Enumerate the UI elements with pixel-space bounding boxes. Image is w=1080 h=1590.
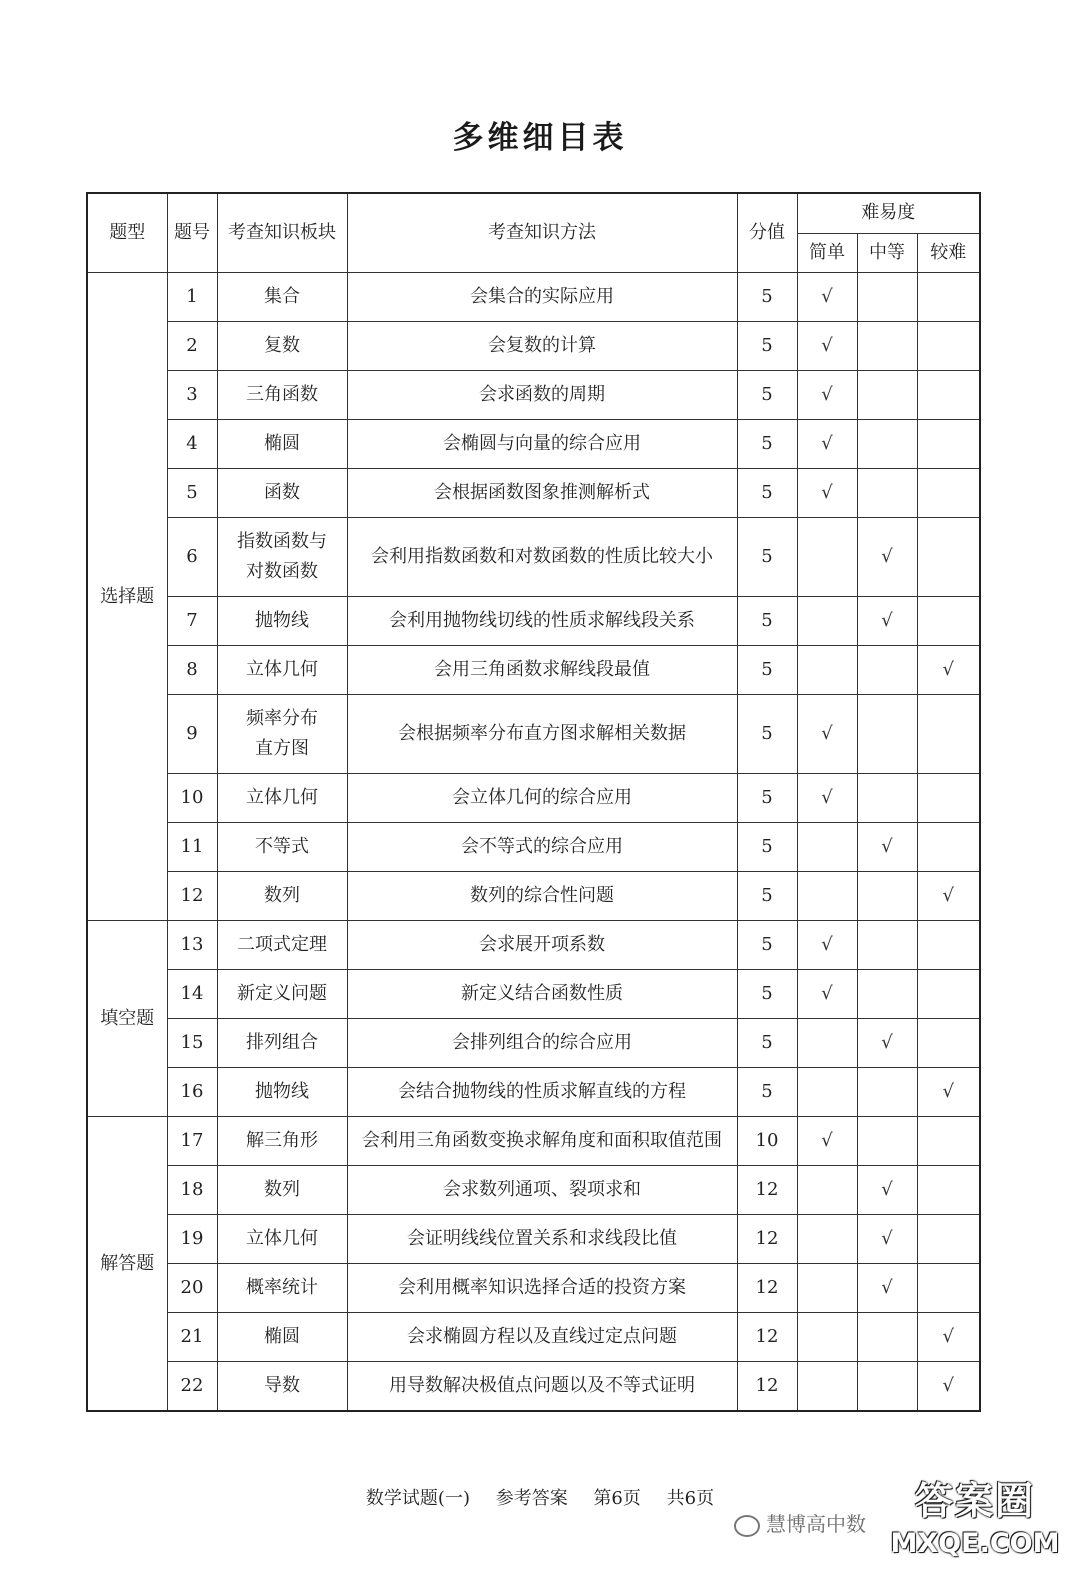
knowledge-block-cell: 排列组合 <box>217 1019 347 1068</box>
table-row <box>87 695 980 774</box>
difficulty-hard-cell <box>917 518 980 597</box>
score-cell: 5 <box>737 774 797 823</box>
difficulty-easy-cell <box>797 872 857 921</box>
difficulty-medium-cell <box>857 646 917 695</box>
difficulty-easy-cell: √ <box>797 371 857 420</box>
difficulty-easy-cell <box>797 518 857 597</box>
question-number-cell: 18 <box>167 1166 217 1215</box>
difficulty-easy-cell <box>797 1215 857 1264</box>
difficulty-medium-cell <box>857 872 917 921</box>
question-number-cell: 5 <box>167 469 217 518</box>
header-score: 分值 <box>737 193 797 273</box>
difficulty-easy-cell: √ <box>797 970 857 1019</box>
difficulty-easy-cell <box>797 823 857 872</box>
question-number-cell: 9 <box>167 695 217 774</box>
table-row <box>87 1362 980 1412</box>
knowledge-method-cell: 会证明线线位置关系和求线段比值 <box>347 1215 737 1264</box>
score-cell: 5 <box>737 1068 797 1117</box>
difficulty-medium-cell: √ <box>857 823 917 872</box>
footer-total: 共6页 <box>666 1488 715 1509</box>
difficulty-medium-cell <box>857 1362 917 1412</box>
table-row <box>87 371 980 420</box>
knowledge-block-cell: 函数 <box>217 469 347 518</box>
knowledge-block-cell: 复数 <box>217 322 347 371</box>
score-cell: 12 <box>737 1166 797 1215</box>
question-number-cell: 21 <box>167 1313 217 1362</box>
header-difficulty: 难易度 <box>797 193 980 233</box>
table-row <box>87 872 980 921</box>
table-row <box>87 322 980 371</box>
footer-page: 第6页 <box>593 1488 641 1509</box>
knowledge-method-cell: 会结合抛物线的性质求解直线的方程 <box>347 1068 737 1117</box>
header-method: 考查知识方法 <box>347 193 737 273</box>
question-number-cell: 3 <box>167 371 217 420</box>
table-row <box>87 970 980 1019</box>
wechat-source <box>734 1508 866 1537</box>
watermark-top: 答案圈 <box>914 1479 1035 1523</box>
knowledge-block-cell: 频率分布 直方图 <box>217 695 347 774</box>
difficulty-hard-cell <box>917 921 980 970</box>
knowledge-block-cell: 二项式定理 <box>217 921 347 970</box>
score-cell: 5 <box>737 695 797 774</box>
difficulty-easy-cell: √ <box>797 322 857 371</box>
knowledge-block-cell: 立体几何 <box>217 774 347 823</box>
table-row <box>87 1215 980 1264</box>
difficulty-medium-cell: √ <box>857 1264 917 1313</box>
score-cell: 5 <box>737 646 797 695</box>
knowledge-method-cell: 会求椭圆方程以及直线过定点问题 <box>347 1313 737 1362</box>
difficulty-easy-cell: √ <box>797 921 857 970</box>
difficulty-hard-cell <box>917 1166 980 1215</box>
knowledge-method-cell: 会复数的计算 <box>347 322 737 371</box>
difficulty-medium-cell: √ <box>857 597 917 646</box>
knowledge-method-cell: 会用三角函数求解线段最值 <box>347 646 737 695</box>
header-easy: 简单 <box>797 233 857 273</box>
difficulty-medium-cell <box>857 322 917 371</box>
difficulty-easy-cell: √ <box>797 774 857 823</box>
knowledge-block-cell: 抛物线 <box>217 597 347 646</box>
question-type-cell: 解答题 <box>87 1117 167 1412</box>
score-cell: 5 <box>737 1019 797 1068</box>
watermark-bottom: MXQE.COM <box>890 1528 1060 1559</box>
difficulty-medium-cell: √ <box>857 1215 917 1264</box>
difficulty-hard-cell <box>917 823 980 872</box>
score-cell: 10 <box>737 1117 797 1166</box>
score-cell: 5 <box>737 469 797 518</box>
knowledge-block-cell: 抛物线 <box>217 1068 347 1117</box>
header-hard: 较难 <box>917 233 980 273</box>
knowledge-method-cell: 会集合的实际应用 <box>347 273 737 322</box>
difficulty-hard-cell: √ <box>917 1362 980 1412</box>
score-cell: 12 <box>737 1313 797 1362</box>
question-number-cell: 8 <box>167 646 217 695</box>
knowledge-method-cell: 会求数列通项、裂项求和 <box>347 1166 737 1215</box>
header-type: 题型 <box>87 193 167 273</box>
header-block: 考查知识板块 <box>217 193 347 273</box>
knowledge-method-cell: 会排列组合的综合应用 <box>347 1019 737 1068</box>
knowledge-block-cell: 三角函数 <box>217 371 347 420</box>
knowledge-method-cell: 会利用指数函数和对数函数的性质比较大小 <box>347 518 737 597</box>
table-row <box>87 1166 980 1215</box>
difficulty-hard-cell: √ <box>917 646 980 695</box>
knowledge-block-cell: 集合 <box>217 273 347 322</box>
question-number-cell: 7 <box>167 597 217 646</box>
difficulty-medium-cell: √ <box>857 1166 917 1215</box>
difficulty-hard-cell <box>917 970 980 1019</box>
difficulty-easy-cell <box>797 1313 857 1362</box>
table-row <box>87 597 980 646</box>
score-cell: 12 <box>737 1215 797 1264</box>
knowledge-method-cell: 会根据频率分布直方图求解相关数据 <box>347 695 737 774</box>
knowledge-block-cell: 指数函数与 对数函数 <box>217 518 347 597</box>
difficulty-medium-cell <box>857 1117 917 1166</box>
knowledge-method-cell: 数列的综合性问题 <box>347 872 737 921</box>
difficulty-medium-cell <box>857 420 917 469</box>
knowledge-method-cell: 会根据函数图象推测解析式 <box>347 469 737 518</box>
score-cell: 5 <box>737 921 797 970</box>
table-row <box>87 646 980 695</box>
score-cell: 5 <box>737 518 797 597</box>
difficulty-easy-cell <box>797 1362 857 1412</box>
question-number-cell: 20 <box>167 1264 217 1313</box>
knowledge-method-cell: 会求展开项系数 <box>347 921 737 970</box>
knowledge-block-cell: 数列 <box>217 1166 347 1215</box>
score-cell: 5 <box>737 872 797 921</box>
difficulty-hard-cell <box>917 695 980 774</box>
question-number-cell: 13 <box>167 921 217 970</box>
difficulty-medium-cell: √ <box>857 518 917 597</box>
table-row <box>87 518 980 597</box>
page-title: 多维细目表 <box>452 120 628 156</box>
difficulty-easy-cell: √ <box>797 273 857 322</box>
knowledge-block-cell: 解三角形 <box>217 1117 347 1166</box>
table-row <box>87 921 980 970</box>
question-number-cell: 10 <box>167 774 217 823</box>
question-number-cell: 15 <box>167 1019 217 1068</box>
footer-answer: 参考答案 <box>495 1488 568 1509</box>
detail-table <box>86 192 981 1412</box>
knowledge-block-cell: 立体几何 <box>217 646 347 695</box>
difficulty-hard-cell: √ <box>917 1313 980 1362</box>
knowledge-block-cell: 立体几何 <box>217 1215 347 1264</box>
header-medium: 中等 <box>857 233 917 273</box>
wechat-icon <box>734 1515 760 1537</box>
knowledge-method-cell: 会不等式的综合应用 <box>347 823 737 872</box>
score-cell: 5 <box>737 420 797 469</box>
table-row <box>87 469 980 518</box>
table-row <box>87 1313 980 1362</box>
question-number-cell: 14 <box>167 970 217 1019</box>
knowledge-method-cell: 用导数解决极值点问题以及不等式证明 <box>347 1362 737 1412</box>
difficulty-hard-cell <box>917 273 980 322</box>
difficulty-hard-cell <box>917 420 980 469</box>
score-cell: 12 <box>737 1362 797 1412</box>
score-cell: 5 <box>737 970 797 1019</box>
knowledge-block-cell: 不等式 <box>217 823 347 872</box>
watermark-logo <box>890 1474 1060 1570</box>
difficulty-hard-cell <box>917 1215 980 1264</box>
difficulty-hard-cell <box>917 322 980 371</box>
knowledge-method-cell: 会椭圆与向量的综合应用 <box>347 420 737 469</box>
knowledge-block-cell: 新定义问题 <box>217 970 347 1019</box>
table-row <box>87 1068 980 1117</box>
knowledge-method-cell: 会利用概率知识选择合适的投资方案 <box>347 1264 737 1313</box>
difficulty-easy-cell <box>797 1166 857 1215</box>
difficulty-hard-cell <box>917 1019 980 1068</box>
score-cell: 5 <box>737 823 797 872</box>
difficulty-medium-cell <box>857 970 917 1019</box>
difficulty-hard-cell <box>917 1117 980 1166</box>
question-number-cell: 19 <box>167 1215 217 1264</box>
difficulty-medium-cell <box>857 273 917 322</box>
difficulty-easy-cell: √ <box>797 1117 857 1166</box>
difficulty-medium-cell <box>857 774 917 823</box>
difficulty-easy-cell <box>797 1019 857 1068</box>
question-type-cell: 选择题 <box>87 273 167 921</box>
table-row <box>87 273 980 322</box>
score-cell: 5 <box>737 597 797 646</box>
footer-subject: 数学试题(一) <box>365 1488 470 1509</box>
table-row <box>87 1019 980 1068</box>
header-num: 题号 <box>167 193 217 273</box>
knowledge-method-cell: 会利用抛物线切线的性质求解线段关系 <box>347 597 737 646</box>
table-row <box>87 823 980 872</box>
table-row <box>87 420 980 469</box>
question-number-cell: 22 <box>167 1362 217 1412</box>
table-row <box>87 1117 980 1166</box>
question-number-cell: 16 <box>167 1068 217 1117</box>
difficulty-medium-cell <box>857 695 917 774</box>
difficulty-hard-cell <box>917 774 980 823</box>
question-number-cell: 12 <box>167 872 217 921</box>
question-number-cell: 6 <box>167 518 217 597</box>
score-cell: 12 <box>737 1264 797 1313</box>
difficulty-medium-cell <box>857 469 917 518</box>
score-cell: 5 <box>737 371 797 420</box>
difficulty-easy-cell <box>797 1068 857 1117</box>
table-row <box>87 774 980 823</box>
question-number-cell: 4 <box>167 420 217 469</box>
score-cell: 5 <box>737 273 797 322</box>
difficulty-easy-cell: √ <box>797 469 857 518</box>
knowledge-block-cell: 导数 <box>217 1362 347 1412</box>
difficulty-medium-cell <box>857 1068 917 1117</box>
difficulty-medium-cell <box>857 921 917 970</box>
question-number-cell: 1 <box>167 273 217 322</box>
question-number-cell: 2 <box>167 322 217 371</box>
question-number-cell: 11 <box>167 823 217 872</box>
difficulty-easy-cell: √ <box>797 695 857 774</box>
difficulty-medium-cell: √ <box>857 1019 917 1068</box>
knowledge-block-cell: 数列 <box>217 872 347 921</box>
score-cell: 5 <box>737 322 797 371</box>
knowledge-block-cell: 概率统计 <box>217 1264 347 1313</box>
difficulty-easy-cell <box>797 646 857 695</box>
difficulty-medium-cell <box>857 1313 917 1362</box>
knowledge-method-cell: 会利用三角函数变换求解角度和面积取值范围 <box>347 1117 737 1166</box>
knowledge-method-cell: 新定义结合函数性质 <box>347 970 737 1019</box>
knowledge-method-cell: 会求函数的周期 <box>347 371 737 420</box>
difficulty-easy-cell <box>797 1264 857 1313</box>
difficulty-hard-cell <box>917 1264 980 1313</box>
table-row <box>87 1264 980 1313</box>
question-type-cell: 填空题 <box>87 921 167 1117</box>
knowledge-block-cell: 椭圆 <box>217 1313 347 1362</box>
difficulty-hard-cell <box>917 469 980 518</box>
question-number-cell: 17 <box>167 1117 217 1166</box>
difficulty-hard-cell: √ <box>917 1068 980 1117</box>
knowledge-method-cell: 会立体几何的综合应用 <box>347 774 737 823</box>
knowledge-block-cell: 椭圆 <box>217 420 347 469</box>
wechat-label: 慧博高中数 <box>766 1512 866 1536</box>
difficulty-hard-cell <box>917 371 980 420</box>
difficulty-easy-cell <box>797 597 857 646</box>
difficulty-hard-cell <box>917 597 980 646</box>
difficulty-medium-cell <box>857 371 917 420</box>
difficulty-hard-cell: √ <box>917 872 980 921</box>
difficulty-easy-cell: √ <box>797 420 857 469</box>
